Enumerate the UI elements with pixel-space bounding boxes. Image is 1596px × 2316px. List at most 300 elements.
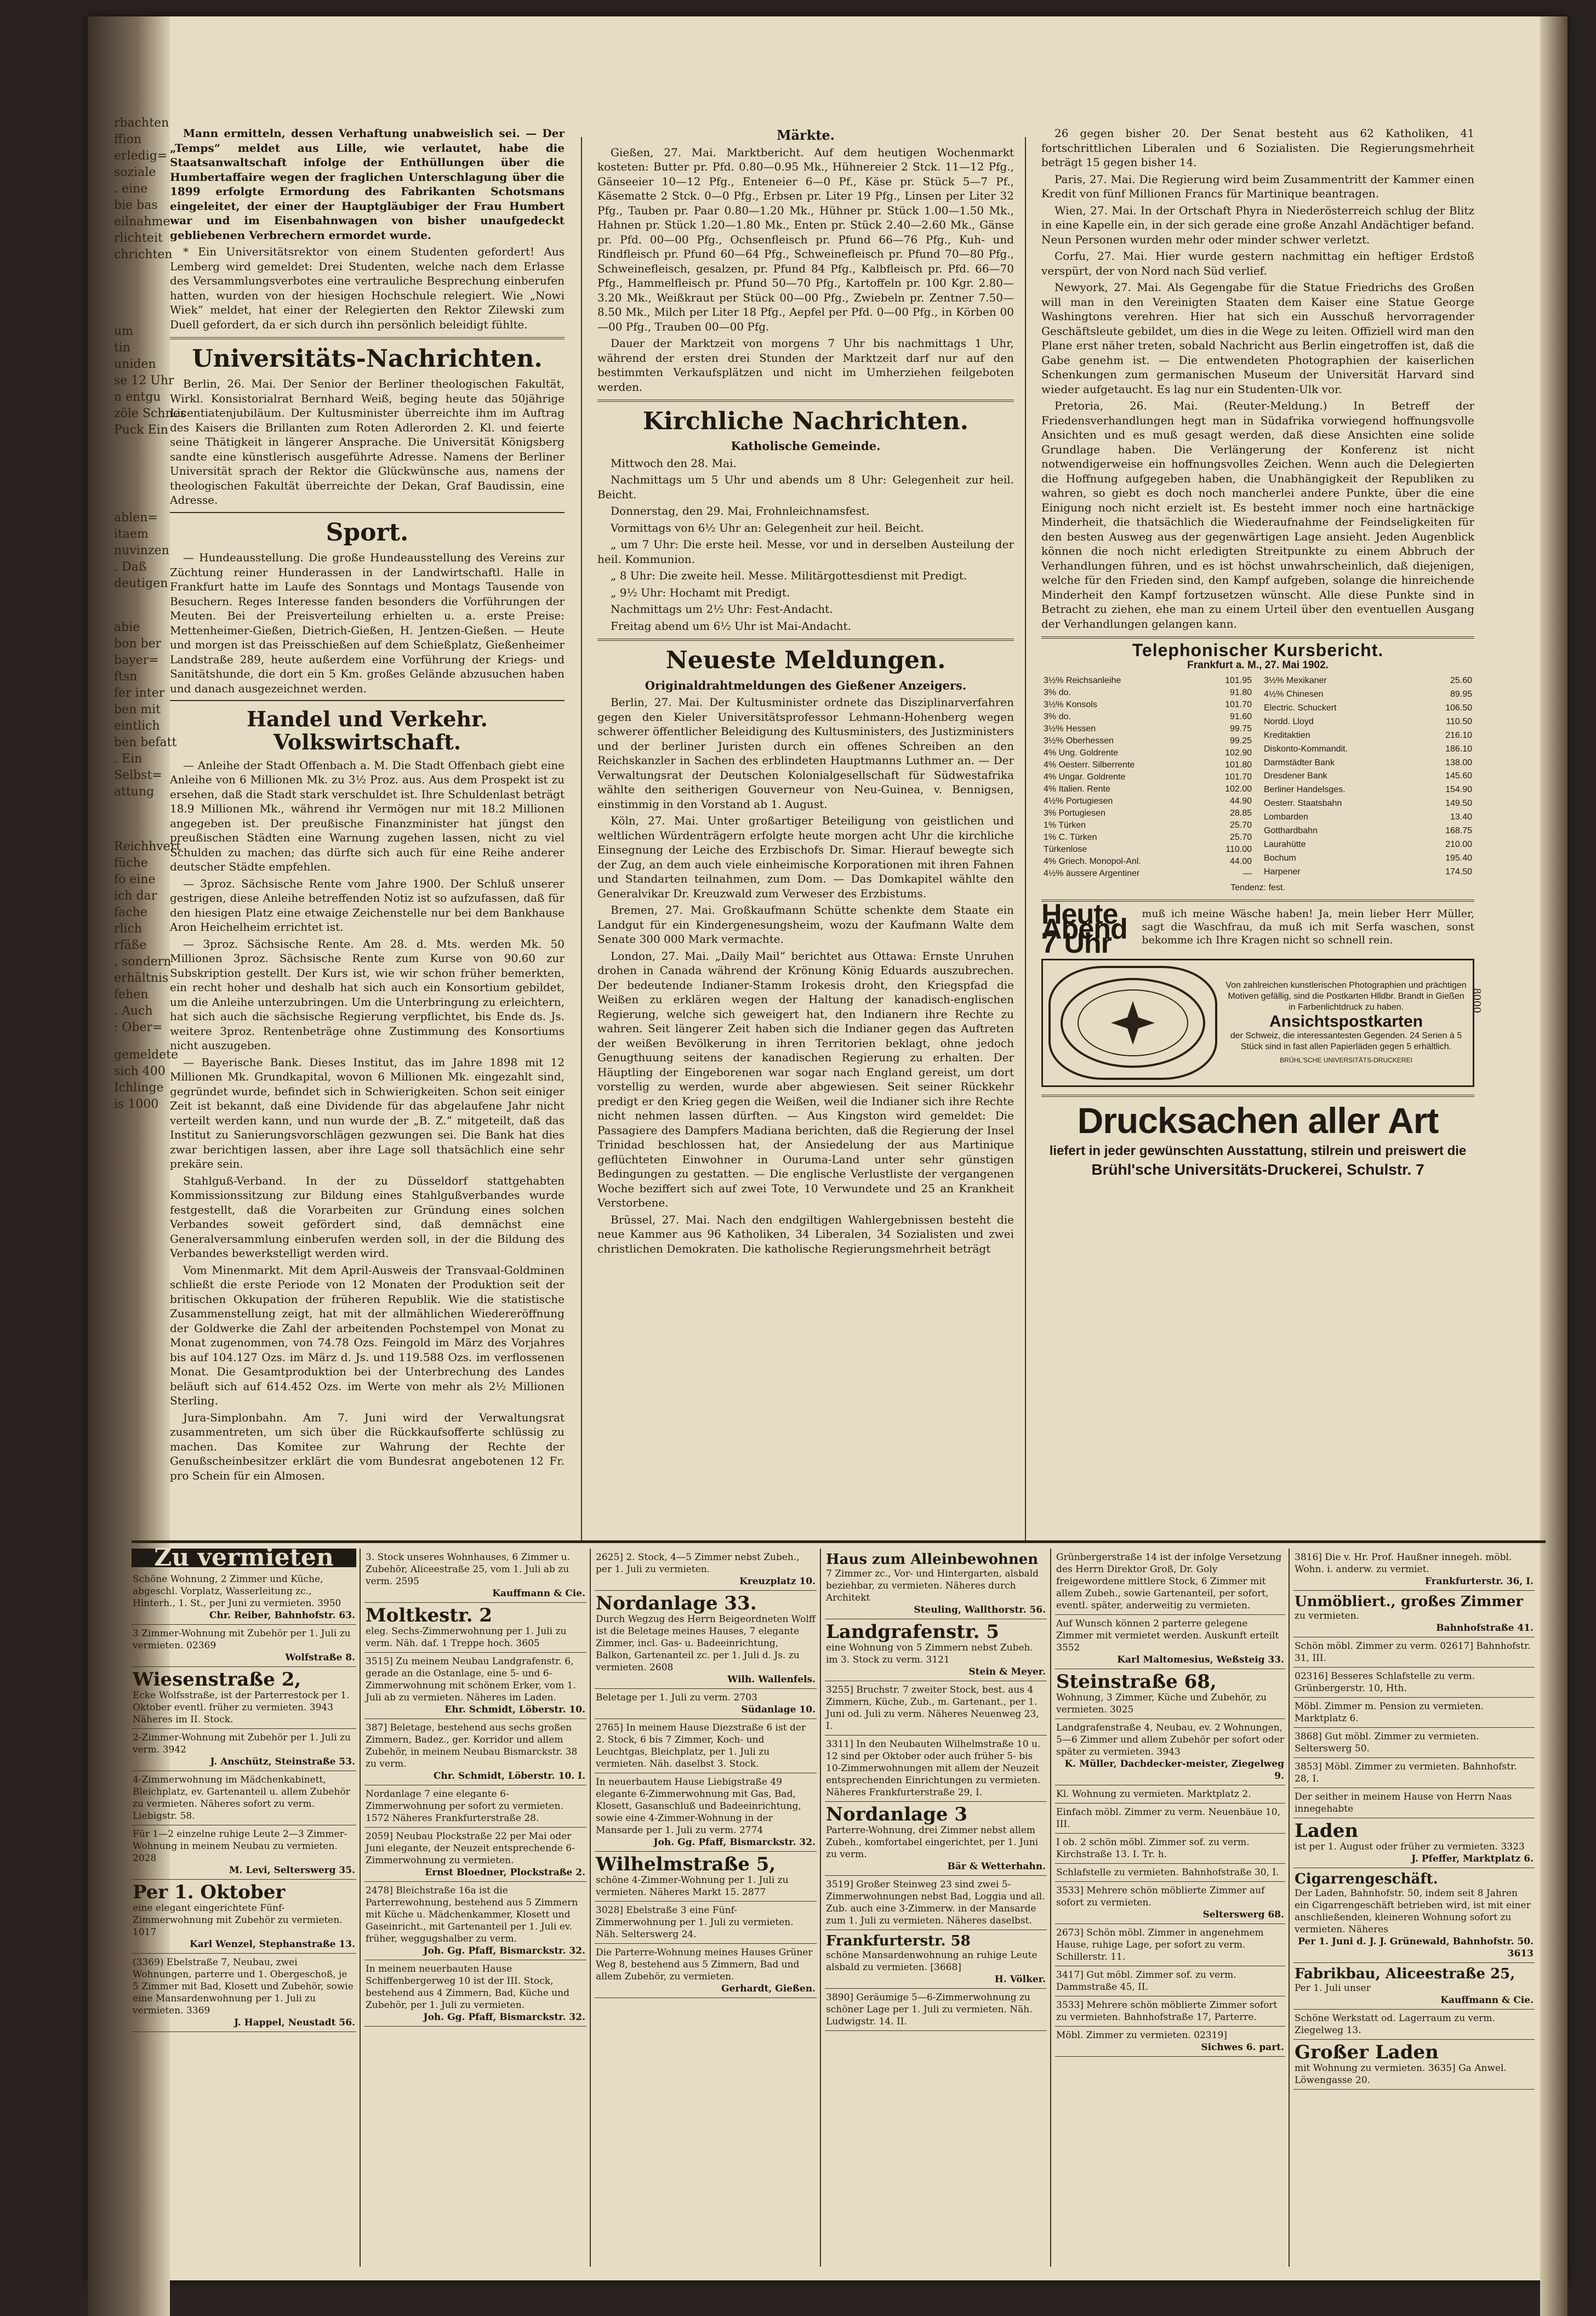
classified-ad bbox=[1293, 1728, 1535, 1758]
stock-row bbox=[1262, 798, 1474, 811]
stock-row bbox=[1262, 811, 1474, 825]
ad-signature: Joh. Gg. Pfaff, Bismarckstr. 32. bbox=[653, 1837, 816, 1848]
stock-name: Darmstädter Bank bbox=[1264, 758, 1335, 767]
stock-name: 4% Griech. Monopol-Anl. bbox=[1044, 857, 1141, 866]
classified-ad bbox=[1293, 1637, 1535, 1668]
ad-text: 3255] Bruchstr. 7 zweiter Stock, best. aus 4 Zimmern, Küche, Zub., m. Gartenant., per 1. Juni od. Juli zu verm. Näheres Neuenweg 23, I. bbox=[826, 1685, 1039, 1732]
ad-headline: Haus zum Alleinbewohnen bbox=[826, 1551, 1039, 1568]
column-3 bbox=[1041, 126, 1483, 1178]
section-divider bbox=[170, 700, 565, 701]
ad-signature: Chr. Schmidt, Löberstr. 10. I. bbox=[433, 1771, 585, 1782]
column-rule bbox=[1289, 1549, 1290, 2267]
classified-ad bbox=[364, 1719, 586, 1785]
stock-row bbox=[1041, 747, 1254, 759]
stock-row bbox=[1262, 675, 1474, 688]
article-paragraph: Jura-Simplonbahn. Am 7. Juni wird der Verwaltungsrat zusammentreten, um sich über die Rückkaufsofferte schlüssig zu machen. Das Komitee zur Wahrung der Rechte der Genußscheinbesitzer erklärt die vom Bundesrat angebotenen 12 Fr. pro Schein für ein Almosen. bbox=[170, 1410, 565, 1482]
stock-row bbox=[1262, 743, 1474, 757]
ad-text: 2-Zimmer-Wohnung mit Zubehör per 1. Juli zu verm. 3942 bbox=[133, 1732, 351, 1755]
article-paragraph: Wien, 27. Mai. In der Ortschaft Phyra in Niederösterreich schlug der Blitz in eine Kapelle ein, in der sich gerade eine große Anzahl Andächtiger befand. Neun Personen wurden mehr oder minder schwer verletzt. bbox=[1041, 203, 1474, 246]
column-rule bbox=[820, 1549, 821, 2267]
article-paragraph: Mann ermitteln, dessen Verhaftung unabweislich sei. — Der „Temps“ meldet aus Lille, wie verlautet, habe die Staatsanwaltschaft infolge der Enthüllungen über die Humbertaffaire wegen der fraglichen Unterschlagung über die 1899 erfolgte Ermordung des Fabrikanten Schotsmans eingeleitet, der einer der Hauptgläubiger der Frau Humbert war und im Eisenbahnwagen von bisher unaufgedeckt gebliebenen Verbrechern ermordet wurde. bbox=[170, 127, 565, 242]
advert-headline: Heute Abend 7 Uhr bbox=[1041, 898, 1127, 959]
stock-row bbox=[1262, 702, 1474, 716]
ad-headline: Fabrikbau, Aliceestraße 25, bbox=[1295, 1966, 1515, 1982]
stock-price: 195.40 bbox=[1445, 853, 1472, 863]
edge-fragment: Reichhvert füche fo eine ich dar fache rlich rfäße , sondern erhältnis fehen . Auch : Ober= bbox=[114, 840, 181, 1034]
ad-text: Parterre-Wohnung, drei Zimmer nebst allem Zubeh., komfortabel eingerichtet, per 1. Juni zu verm. bbox=[826, 1825, 1039, 1860]
classified-ad bbox=[1055, 1864, 1285, 1882]
classified-ad bbox=[1293, 2040, 1535, 2090]
classified-ad bbox=[364, 1828, 586, 1882]
classified-column bbox=[364, 1549, 586, 2027]
ad-headline: Großer Laden bbox=[1295, 2041, 1439, 2063]
stock-name: Berliner Handelsges. bbox=[1264, 785, 1346, 795]
stock-row bbox=[1262, 839, 1474, 852]
section-divider bbox=[1041, 1095, 1474, 1097]
column-rule bbox=[1050, 1549, 1051, 2267]
ad-text: Landgrafenstraße 4, Neubau, ev. 2 Wohnungen, 5—6 Zimmer und allem Zubehör per sofort oder später zu vermieten. 3943 bbox=[1056, 1722, 1284, 1757]
ad-text: Die Parterre-Wohnung meines Hauses Grüner Weg 8, bestehend aus 5 Zimmern, Bad und allem Zubehör, zu vermieten. bbox=[596, 1947, 813, 1982]
ad-text: eine Wohnung von 5 Zimmern nebst Zubeh. im 3. Stock zu verm. 3121 bbox=[826, 1642, 1033, 1665]
stock-price: 44.90 bbox=[1229, 796, 1252, 806]
service-line: Freitag abend um 6½ Uhr ist Mai-Andacht. bbox=[611, 619, 851, 633]
stock-table-right bbox=[1262, 675, 1474, 880]
stock-row bbox=[1262, 730, 1474, 743]
ad-signature: Karl Maltomesius, Weßsteig 33. bbox=[1117, 1654, 1284, 1665]
classified-ad bbox=[364, 1549, 586, 1603]
stock-name: 3½% Reichsanleihe bbox=[1044, 676, 1121, 685]
postcard-intro: Von zahlreichen kunstlerischen Photographien und prächtigen Motiven gefällig, sind die Postkarten Hlldbr. Brandt in Gießen in Farbenlichtdruck zu haben. bbox=[1226, 980, 1467, 1012]
stock-tendency: Tendenz: fest. bbox=[1230, 883, 1285, 892]
ad-signature: K. Müller, Dachdecker-meister, Ziegelweg 9. bbox=[1064, 1759, 1284, 1782]
service-line: Donnerstag, den 29. Mai, Frohnleichnamsfest. bbox=[611, 504, 870, 518]
stock-name: 3% do. bbox=[1044, 688, 1071, 697]
ad-text: 7 Zimmer zc., Vor- und Hintergarten, alsbald beziehbar, zu vermieten. Näheres durch Architekt bbox=[826, 1568, 1039, 1603]
section-heading-sport: Sport. bbox=[326, 518, 409, 547]
ad-signature: Selterswerg 68. bbox=[1202, 1909, 1284, 1920]
ad-text: 3533] Mehrere schön möblierte Zimmer sofort zu vermieten. Bahnhofstraße 17, Parterre. bbox=[1056, 2000, 1278, 2023]
stock-name: Kreditaktien bbox=[1264, 730, 1310, 740]
section-subheading: Originaldrahtmeldungen des Gießener Anzeigers. bbox=[645, 678, 967, 692]
ad-text: Schöne Wohnung, 2 Zimmer und Küche, abgeschl. Vorplatz, Wasserleitung zc., Hinterh., 1. St., per Juni zu vermieten. 3950 bbox=[133, 1574, 341, 1609]
stock-name: Lombarden bbox=[1264, 812, 1308, 822]
classified-ad bbox=[825, 1735, 1047, 1802]
classified-ad bbox=[595, 1773, 817, 1852]
service-line: „ 8 Uhr: Die zweite heil. Messe. Militärgottesdienst mit Predigt. bbox=[611, 569, 967, 583]
ad-signature: J. Pfeffer, Marktplatz 6. bbox=[1411, 1853, 1534, 1864]
classified-ad bbox=[364, 1960, 586, 2027]
article-paragraph: Köln, 27. Mai. Unter großartiger Beteiligung von geistlichen und weltlichen Würdenträgern erfolgte heute morgen acht Uhr die kirchliche Einsegnung der Leiche des Erzbischofs Dr. Simar. Hierauf bewegte sich der Zug, an dem auch viele einheimische Korporationen mit ihren Fahnen und Standarten teilnahmen, zum Dom. — Das Domkapitel wählte den Generalvikar Dr. Kreuzwald zum Verweser des Erzbistums. bbox=[597, 814, 1014, 900]
ad-signature: Joh. Gg. Pfaff, Bismarckstr. 32. bbox=[423, 2012, 585, 2023]
stock-price: 89.95 bbox=[1450, 689, 1472, 699]
stock-row bbox=[1041, 699, 1254, 711]
classified-ad bbox=[1055, 1615, 1285, 1669]
article-paragraph: — Bayerische Bank. Dieses Institut, das im Jahre 1898 mit 12 Millionen Mk. Grundkapital, wovon 6 Millionen Mk. eingezahlt sind, gegründet wurde, befindet sich in Schwierigkeiten. Schon seit einiger Zeit ist bekannt, daß eine Dividende für das abgelaufene Jahr nicht verteilt werden kann, und nun wurde der „B. Z.“ mitgeteilt, daß das Institut zu Sanierungsvorschlägen gezwungen sei. Die Bank hat dies zwar berichtigen lassen, aber ihre Lage soll thatsächlich eine sehr prekäre sein. bbox=[170, 1055, 565, 1171]
classified-ad bbox=[1293, 1591, 1535, 1637]
stock-price: 25.60 bbox=[1450, 676, 1472, 685]
stock-price: — bbox=[1243, 869, 1252, 878]
classified-ad bbox=[825, 1681, 1047, 1735]
classified-ad bbox=[1055, 1803, 1285, 1834]
printing-headline: Drucksachen aller Art bbox=[1077, 1100, 1439, 1141]
ad-text: 3533] Mehrere schön möblierte Zimmer auf sofort zu vermieten. bbox=[1056, 1885, 1265, 1908]
stock-name: 1% Türken bbox=[1044, 821, 1086, 830]
section-divider bbox=[597, 639, 1014, 641]
ad-signature: Karl Wenzel, Stephanstraße 13. bbox=[190, 1939, 355, 1950]
ad-text: Einfach möbl. Zimmer zu verm. Neuenbäue 10, III. bbox=[1056, 1807, 1281, 1830]
classified-ad bbox=[1293, 1868, 1535, 1963]
side-number: 8000 bbox=[1471, 987, 1483, 1013]
ad-text: Durch Wegzug des Herrn Beigeordneten Wolff ist die Beletage meines Hauses, 7 elegante Zimmer, incl. Gas- u. Badeeinrichtung, Balkon, Gartenanteil zc. per 1. Juli d. Js. zu vermieten. 2608 bbox=[596, 1614, 816, 1673]
ad-signature: Ehr. Schmidt, Löberstr. 10. bbox=[444, 1704, 585, 1715]
ad-text: 3868] Gut möbl. Zimmer zu vermieten. Selterswerg 50. bbox=[1295, 1731, 1479, 1754]
classified-ad bbox=[595, 1689, 817, 1719]
stock-row bbox=[1262, 866, 1474, 880]
ad-text: 2765] In meinem Hause Diezstraße 6 ist der 2. Stock, 6 bis 7 Zimmer, Koch- und Leuchtgas, Bleichplatz, per 1. Juli zu vermieten. Näh. daselbst 3. Stock. bbox=[596, 1722, 806, 1769]
stock-row bbox=[1262, 716, 1474, 730]
article-paragraph: — 3proz. Sächsische Rente. Am 28. d. Mts. werden Mk. 50 Millionen 3proz. Sächsische Rente zum Kurse von 90.60 zur Subskription gestellt. Der Kurs ist, wie wir schon früher bemerkten, ein recht hoher und deshalb hat sich auch ein Konsortium gebildet, um die Anleihe unterzubringen. Um die Unterbringung zu erleichtern, hat sich auch die sächsische Regierung verpflichtet, bis Ende ds. Js. weitere 3proz. Rentenbeträge ohne Zustimmung des Konsortiums nicht auszugeben. bbox=[170, 937, 565, 1052]
stock-row bbox=[1262, 852, 1474, 866]
ad-text: Möbl. Zimmer m. Pension zu vermieten. Marktplatz 6. bbox=[1295, 1701, 1484, 1724]
ad-text: Nordanlage 7 eine elegante 6-Zimmerwohnung per sofort zu vermieten. 1572 Näheres Frankfurterstraße 28. bbox=[366, 1789, 563, 1824]
ad-text: Ecke Wolfsstraße, ist der Parterrestock per 1. Oktober eventl. früher zu vermieten. 3943 Näheres im II. Stock. bbox=[133, 1690, 350, 1725]
ad-text: In neuerbautem Hause Liebigstraße 49 elegante 6-Zimmerwohnung mit Gas, Bad, Klosett, Gasanschluß und Badeeinrichtung, sowie eine 4-Zimmer-Wohnung in der Mansarde per 1. Juli zu verm. 2774 bbox=[596, 1777, 801, 1836]
classified-column bbox=[132, 1544, 356, 2032]
ad-headline: Wilhelmstraße 5, bbox=[596, 1853, 776, 1875]
section-heading-handel: Handel und Verkehr. Volkswirtschaft. bbox=[247, 707, 488, 755]
ad-text: zu vermieten. bbox=[1295, 1611, 1359, 1621]
article-paragraph: Pretoria, 26. Mai. (Reuter-Meldung.) In Betreff der Friedensverhandlungen hegt man in Südafrika vorwiegend hoffnungsvolle Ansichten und es muß gesagt werden, daß diese Ansichten eine solide Grundlage haben. Die Verlängerung der Konferenz ist nicht notwendigerweise ein hoffnungsvolles Zeichen. Wenn auch die Delegierten die Hoffnung aufgegeben haben, die Unabhängigkeit der Republiken zu wahren, so giebt es doch noch mancherlei andere Punkte, über die eine Einigung noch nicht erzielt ist. Es besteht immer noch eine hartnäckige Minderheit, die thatsächlich die Wiederaufnahme der Feindseligkeiten für den besten Ausweg aus der gegenwärtigen Lage ansieht. Jeden Augenblick können die noch nicht erledigten Streitpunkte zu einem Abbruch der Verhandlungen führen, und es ist höchst unwahrscheinlich, daß diejenigen, welche für den Frieden sind, den Kampf aufgeben, solange die hinreichende Minderheit den Kampf fortzusetzen wünscht. Alle diese Punkte sind in Betracht zu ziehen, ehe man zu einem Urteil über den eventuellen Ausgang der Verhandlungen gelangen kann. bbox=[1041, 399, 1474, 630]
ad-text: schöne Mansardenwohnung an ruhige Leute alsbald zu vermieten. [3668] bbox=[826, 1950, 1038, 1973]
stock-row bbox=[1041, 856, 1254, 868]
ad-signature: Kauffmann & Cie. bbox=[1440, 1995, 1534, 2006]
classified-ad bbox=[1055, 1785, 1285, 1803]
ad-headline: Frankfurterstr. 58 bbox=[826, 1933, 971, 1949]
stock-price: 154.90 bbox=[1445, 785, 1472, 795]
section-divider bbox=[170, 512, 565, 513]
ad-text: Schön möbl. Zimmer zu verm. 02617] Bahnhofstr. 31, III. bbox=[1295, 1641, 1531, 1664]
ad-signature: Wolfstraße 8. bbox=[285, 1652, 355, 1663]
stock-name: 3½% Mexikaner bbox=[1264, 676, 1327, 685]
stock-row bbox=[1041, 687, 1254, 699]
stock-row bbox=[1262, 757, 1474, 771]
classified-ad bbox=[1293, 1698, 1535, 1728]
stock-price: 25.70 bbox=[1229, 833, 1252, 842]
ad-signature: Ernst Bloedner, Plockstraße 2. bbox=[425, 1867, 585, 1878]
edge-fragment: um tin uniden se 12 Uhr n entgu zöle Schnes Puck Ein bbox=[114, 325, 186, 437]
ad-headline: Cigarrengeschäft. bbox=[1295, 1871, 1438, 1887]
stock-price: 216.10 bbox=[1445, 730, 1472, 740]
classified-ads bbox=[132, 1540, 1546, 2272]
article-paragraph: Newyork, 27. Mai. Als Gegengabe für die Statue Friedrichs des Großen will man in den Vereinigten Staaten dem Kaiser eine Statue George Washingtons verehren. Hier hat sich ein Ausschuß hervorragender Geschäftsleute gebildet, um dies in die Wege zu leiten. Offiziell wird man den Plane erst näher treten, sobald Nachricht aus Berlin eingetroffen ist, daß die Gabe genehm ist. — Die entwendeten Photographien der kaiserlichen Schenkungen zum germanischen Museum der Universität Harvard sind wieder aufgetaucht. Es lag nur ein Studenten-Ulk vor. bbox=[1041, 281, 1474, 396]
stock-name: Türkenlose bbox=[1044, 845, 1087, 854]
stock-row bbox=[1262, 688, 1474, 702]
ad-text: 2478] Bleichstraße 16a ist die Parterrewohnung, bestehend aus 5 Zimmern mit Küche u. Mädchenkammer, Klosett und Gaseinricht., mit Gartenanteil per 1. Juli ev. früher, weggugshalber zu verm. bbox=[366, 1885, 578, 1944]
article-paragraph: Berlin, 27. Mai. Der Kultusminister ordnete das Disziplinarverfahren gegen den Kieler Universitätsprofessor Lehmann-Hohenberg wegen schwerer öffentlicher Beleidigung des Kultusministers, des Justizministers und der berliner Juristen durch ein offenes Schreiben an den Reichskanzler in Sachen des erblindeten Hauptmanns Luthmer an. — Der Verwaltungsrat der Deutschen Kolonialgesellschaft für Südwestafrika wählte den seitherigen Gouverneur von Neu-Guinea, v. Bennigsen, einstimmig in den Vorstand ab 1. August. bbox=[597, 696, 1014, 811]
ad-text: 3890] Geräumige 5—6-Zimmerwohnung zu schöner Lage per 1. Juli zu vermieten. Näh. Ludwigstr. 14. II. bbox=[826, 1992, 1033, 2027]
ad-text: 3. Stock unseres Wohnhauses, 6 Zimmer u. Zubehör, Aliceestraße 25, vom 1. Juli ab zu verm. 2595 bbox=[366, 1552, 571, 1587]
stock-row bbox=[1041, 868, 1254, 880]
ad-signature: Südanlage 10. bbox=[741, 1704, 816, 1715]
stock-price: 101.80 bbox=[1225, 760, 1252, 770]
ad-text: 3816] Die v. Hr. Prof. Haußner innegeh. möbl. Wohn. i. anderw. zu vermiet. bbox=[1295, 1552, 1512, 1575]
stock-name: 3% Portugiesen bbox=[1044, 809, 1105, 818]
stock-price: 99.75 bbox=[1229, 724, 1252, 733]
stock-row bbox=[1041, 711, 1254, 723]
service-line: Nachmittags um 5 Uhr und abends um 8 Uhr: Gelegenheit zur heil. Beicht. bbox=[597, 473, 1014, 501]
stock-row bbox=[1262, 784, 1474, 798]
stock-name: Gotthardbahn bbox=[1264, 826, 1318, 836]
ad-text: Schöne Werkstatt od. Lagerraum zu verm. Ziegelweg 13. bbox=[1295, 2013, 1495, 2036]
ad-text: 2059] Neubau Plockstraße 22 per Mai oder Juni elegante, der Neuzeit entsprechende 6-Zimmerwohnung zu vermieten. bbox=[366, 1831, 575, 1866]
ad-headline: Steinstraße 68, bbox=[1056, 1671, 1217, 1693]
article-paragraph: Gießen, 27. Mai. Marktbericht. Auf dem heutigen Wochenmarkt kosteten: Butter pr. Pfd. 0.80—0.95 Mk., Hühnereier 2 Stck. 11—12 Pfg., Gänseeier 10—12 Pfg., Enteneier 6—0 Pf., Käse pr. Stück 5—7 Pf., Käsematte 2 Stck. 0—0 Pfg., Erbsen pr. Liter 19 Pfg., Linsen per Liter 32 Pfg., Tauben pr. Paar 0.80—1.20 Mk., Hühner pr. Stück 1.00—1.50 Mk., Hahnen pr. Stück 1.20—1.80 Mk., Enten pr. Stück 2.40—2.60 Mk., Gänse pr. Pfd. 00—00 Pfg., Ochsenfleisch pr. Pfund 66—76 Pfg., Kuh- und Rindfleisch pr. Pfund 60—64 Pfg., Schweinefleisch pr. Pfund 70—80 Pfg., Schweinefleisch, gesalzen, pr. Pfund 84 Pfg., Kalbfleisch pr. Pfd. 66—70 Pfg., Hammelfleisch pr. Pfund 50—70 Pfg., Kartoffeln pr. 100 Kgr. 2.80—3.20 Mk., Weißkraut per Stück 00—00 Pfg., Zwiebeln pr. Zentner 7.50—8.50 Mk., Milch per Liter 18 Pfg., Aepfel per Pfd. 0—00 Pfg., in Körben 00—00 Pfg., Trauben 00—00 Pfg. bbox=[597, 145, 1014, 333]
classified-ad bbox=[1055, 1719, 1285, 1785]
stock-name: Electric. Schuckert bbox=[1264, 703, 1337, 713]
section-divider bbox=[1041, 636, 1474, 639]
classified-column bbox=[1055, 1549, 1285, 2057]
stock-name: 4½% äussere Argentiner bbox=[1044, 869, 1140, 878]
ad-text: 3 Zimmer-Wohnung mit Zubehör per 1. Juli zu vermieten. 02369 bbox=[133, 1628, 351, 1651]
classified-ad bbox=[132, 1880, 356, 1954]
printing-text: liefert in jeder gewünschten Ausstattung, stilrein und preiswert die bbox=[1049, 1143, 1467, 1158]
service-line: Vormittags von 6½ Uhr an: Gelegenheit zur heil. Beicht. bbox=[611, 521, 924, 534]
section-heading-maerkte: Märkte. bbox=[776, 127, 835, 143]
postcard-title: Ansichtspostkarten bbox=[1269, 1012, 1423, 1031]
ad-text: Per 1. Juli unser bbox=[1295, 1983, 1371, 1994]
stock-name: 4% Oesterr. Silberrente bbox=[1044, 760, 1135, 770]
classified-ad bbox=[825, 1930, 1047, 1989]
ad-signature: Kauffmann & Cie. bbox=[492, 1588, 585, 1599]
stock-name: Harpener bbox=[1264, 867, 1301, 877]
ad-text: mit Wohnung zu vermieten. 3635] Ga Anwel. Löwengasse 20. bbox=[1295, 2063, 1507, 2086]
seal-lettering: BRÜHL'SCHE UNIVERSITÄTS-DRUCKEREI bbox=[1280, 1056, 1412, 1064]
classified-ad bbox=[132, 1667, 356, 1729]
stock-row bbox=[1041, 735, 1254, 747]
ad-text: I ob. 2 schön möbl. Zimmer sof. zu verm. Kirchstraße 13. I. Tr. h. bbox=[1056, 1837, 1250, 1860]
stock-price: 91.60 bbox=[1229, 712, 1252, 721]
classified-ad bbox=[595, 1719, 817, 1773]
section-subheading: Katholische Gemeinde. bbox=[731, 439, 881, 453]
ad-text: (3369) Ebelstraße 7, Neubau, zwei Wohnungen, parterre und 1. Obergeschoß, je 5 Zimmer mit Bad, Klosett und Zubehör, sowie eine Mansardenwohnung per 1. Juli zu vermieten. 3369 bbox=[133, 1957, 354, 2016]
advert-printing bbox=[1041, 1102, 1474, 1177]
classified-ad bbox=[1293, 1668, 1535, 1698]
ad-text: 02316] Besseres Schlafstelle zu verm. Grünbergerstr. 10, Hth. bbox=[1295, 1671, 1475, 1694]
article-paragraph: Dauer der Marktzeit von morgens 7 Uhr bis nachmittags 1 Uhr, während der ersten drei Stunden der Marktzeit darf nur auf den bestimmten Verkaufsplätzen und nicht im Umherziehen feilgeboten werden. bbox=[597, 337, 1014, 394]
ad-text: 3028] Ebelstraße 3 eine Fünf-Zimmerwohnung per 1. Juli zu vermieten. Näh. Selterswerg 24. bbox=[596, 1905, 794, 1940]
stock-price: 186.10 bbox=[1445, 744, 1472, 754]
ad-text: Grünbergerstraße 14 ist der infolge Versetzung des Herrn Direktor Groß, Dr. Goly freigewordene mittlere Stock, 6 Zimmer mit allem Zubeh., sowie Gartenanteil, per sofort, eventl. später, anderweitig zu vermieten. bbox=[1056, 1552, 1282, 1611]
stock-row bbox=[1041, 783, 1254, 795]
ad-text: In meinem neuerbauten Hause Schiffenbergerweg 10 ist der III. Stock, bestehend aus 4 Zimmern, Bad, Küche und Zubehör, per 1. Juli zu vermieten. bbox=[366, 1964, 569, 2011]
classified-ad bbox=[364, 1653, 586, 1719]
classified-ad bbox=[1055, 2027, 1285, 2057]
stock-row bbox=[1041, 675, 1254, 687]
stock-price: 149.50 bbox=[1445, 799, 1472, 809]
zu-vermieten-banner: Zu vermieten bbox=[132, 1549, 356, 1567]
classified-ad bbox=[595, 1902, 817, 1944]
classified-ad bbox=[595, 1549, 817, 1591]
ad-signature: Wilh. Wallenfels. bbox=[727, 1674, 816, 1685]
ad-text: Für 1—2 einzelne ruhige Leute 2—3 Zimmer-Wohnung in meinem Neubau zu vermieten. 2028 bbox=[133, 1829, 347, 1864]
classified-ad bbox=[132, 1954, 356, 2032]
article-paragraph: * Ein Universitätsrektor von einem Studenten gefordert! Aus Lemberg wird gemeldet: Drei Studenten, welche nach dem Erlasse des Versammlungsverbotes eine vertrauliche Besprechung einberufen hatten, wurden von der hiesigen Hochschule relegiert. Wie „Nowi Wiek“ meldet, hat einer der Relegierten den Rektor Zilewski zum Duell gefordert, da er sich durch ihn persönlich beleidigt fühlte. bbox=[170, 245, 565, 331]
ad-headline: Moltkestr. 2 bbox=[366, 1604, 493, 1626]
stock-name: Laurahütte bbox=[1264, 840, 1306, 850]
section-heading-universitaet: Universitäts-Nachrichten. bbox=[192, 345, 543, 373]
ad-signature: Kreuzplatz 10. bbox=[739, 1576, 816, 1587]
stock-row bbox=[1262, 825, 1474, 839]
stock-price: 168.75 bbox=[1445, 826, 1472, 836]
ad-signature: J. Anschütz, Steinstraße 53. bbox=[210, 1756, 355, 1767]
column-rule bbox=[581, 137, 582, 1540]
ad-signature: H. Völker. bbox=[994, 1974, 1046, 1985]
stock-price: 99.25 bbox=[1229, 736, 1252, 746]
stock-report-title: Telephonischer Kursbericht. bbox=[1132, 640, 1384, 660]
stock-price: 13.40 bbox=[1450, 812, 1472, 822]
ad-signature: Stein & Meyer. bbox=[968, 1666, 1046, 1677]
stock-price: 25.70 bbox=[1229, 821, 1252, 830]
column-rule bbox=[360, 1549, 361, 2267]
ad-text: eleg. Sechs-Zimmerwohnung per 1. Juli zu verm. Näh. daf. 1 Treppe hoch. 3605 bbox=[366, 1626, 567, 1649]
classified-ad bbox=[1055, 1924, 1285, 1966]
ad-text: Möbl. Zimmer zu vermieten. 02319] bbox=[1056, 2030, 1227, 2041]
stock-table-left bbox=[1041, 675, 1254, 880]
ad-text: Schlafstelle zu vermieten. Bahnhofstraße 30, I. bbox=[1056, 1867, 1279, 1878]
ad-headline: Laden bbox=[1295, 1820, 1359, 1842]
ad-headline: Nordanlage 3 bbox=[826, 1803, 968, 1825]
stock-price: 91.80 bbox=[1229, 688, 1252, 697]
ad-signature: J. Happel, Neustadt 56. bbox=[234, 2017, 355, 2028]
classified-ad bbox=[595, 1591, 817, 1689]
stock-price: 101.95 bbox=[1225, 676, 1252, 685]
column-1 bbox=[170, 126, 565, 1485]
stock-name: 4½% Chinesen bbox=[1264, 689, 1324, 699]
ad-text: Der seither in meinem Hause von Herrn Naas innegehabte bbox=[1295, 1791, 1512, 1814]
classified-ad bbox=[1055, 1966, 1285, 1996]
ad-text: 3417] Gut möbl. Zimmer sof. zu verm. Dammstraße 45, II. bbox=[1056, 1970, 1236, 1993]
ad-text: 2673] Schön möbl. Zimmer in angenehmem Hause, ruhige Lage, per sofort zu verm. Schillerstr. 11. bbox=[1056, 1927, 1264, 1962]
classified-ad bbox=[1055, 1834, 1285, 1864]
section-heading-neueste: Neueste Meldungen. bbox=[665, 646, 946, 675]
article-paragraph: London, 27. Mai. „Daily Mail“ berichtet aus Ottawa: Ernste Unruhen drohen in Canada während der Krönung König Eduards auszubrechen. Der bedeutende Indianer-Stamm Irokesis droht, den Kriegspfad die Weißen zu erklären wegen der Haltung der kanadisch-englischen Regierung, welche sich geweigert hat, den Indianern ihre Rechte zu wahren. Seit längerer Zeit haben sich die Indianer gegen das Auftreten der weißen Bevölkerung in ihren Territorien beklagt, ohne jedoch Genugthuung seitens der kanadischen Regierung zu erhalten. Der Häuptling der Eingeborenen war sogar nach England gereist, um dort vorstellig zu werden, wurde aber abgewiesen. Seit seiner Rückkehr predigt er den Krieg gegen die Weißen, weil die Indianer sich ihre Rechte nicht nehmen lassen dürften. — Aus Kingston wird gemeldet: Die Passagiere des Dampfers Madiana berichten, daß die Regierung der Insel Trinidad beschlossen hat, der Ansiedelung der aus Martinique geflüchteten Einwohner in Ouruma-Land unter sehr günstigen Bedingungen zu gestatten. — Die englische Verlustliste der vergangenen Woche beziffert sich auf zwei Tote, 10 Verwundete und 25 an Krankheit Verstorbene. bbox=[597, 949, 1014, 1210]
ad-text: Beletage per 1. Juli zu verm. 2703 bbox=[596, 1692, 757, 1703]
classified-ad bbox=[132, 1729, 356, 1771]
ad-text: 2625] 2. Stock, 4—5 Zimmer nebst Zubeh., per 1. Juli zu vermieten. bbox=[596, 1552, 800, 1575]
ad-text: 3311] In den Neubauten Wilhelmstraße 10 u. 12 sind per Oktober oder auch früher 5- bis 10-Zimmerwohnungen mit allem der Neuzeit entsprechenden Einrichtungen zu vermieten. Näheres Frankfurterstraße 29, I. bbox=[826, 1739, 1041, 1798]
section-divider bbox=[170, 337, 565, 339]
ad-text: 387] Beletage, bestehend aus sechs großen Zimmern, Badez., ger. Korridor und allem Zubehör, in meinem Neubau Bismarckstr. 38 zu verm. bbox=[366, 1722, 578, 1769]
ad-signature: Frankfurterstr. 36, I. bbox=[1424, 1576, 1534, 1587]
classified-ad bbox=[1293, 1963, 1535, 2010]
ad-signature: Per 1. Juni d. J. J. Grünewald, Bahnhofstr. 50. 3613 bbox=[1298, 1936, 1534, 1959]
ad-signature: Steuling, Wallthorstr. 56. bbox=[914, 1604, 1046, 1615]
classified-ad bbox=[364, 1785, 586, 1828]
stock-name: Bochum bbox=[1264, 853, 1296, 863]
stock-name: 4% Ung. Goldrente bbox=[1044, 748, 1119, 758]
article-paragraph: — 3proz. Sächsische Rente vom Jahre 1900. Der Schluß unserer gestrigen, diese Anleihe betreffenden Notiz ist so aufzufassen, daß für den hiesigen Platz eine etwaige Zeichenstelle nur bei dem Bankhause Aron Heichelheim errichtet ist. bbox=[170, 877, 565, 934]
column-rule bbox=[590, 1549, 591, 2267]
service-line: Mittwoch den 28. Mai. bbox=[611, 456, 737, 470]
stock-price: 44.00 bbox=[1229, 857, 1252, 866]
stock-name: Oesterr. Staatsbahn bbox=[1264, 799, 1342, 809]
stock-row bbox=[1041, 771, 1254, 783]
ad-text: eine elegant eingerichtete Fünf-Zimmerwohnung mit Zubehör zu vermieten. 1017 bbox=[133, 1903, 343, 1938]
printing-firm: Brühl'sche Universitäts-Druckerei, Schulstr. 7 bbox=[1091, 1160, 1424, 1178]
article-paragraph: Paris, 27. Mai. Die Regierung wird beim Zusammentritt der Kammer einen Kredit von fünf Millionen Francs für Martinique beantragen. bbox=[1041, 172, 1474, 200]
stock-name: 3½% Oberhessen bbox=[1044, 736, 1114, 746]
stock-name: Nordd. Lloyd bbox=[1264, 716, 1314, 726]
postcard-details: der Schweiz, die interessantesten Gegenden. 24 Serien à 5 Stück sind in fast allen Papierläden gegen 5 erhältlich. bbox=[1230, 1031, 1462, 1051]
article-paragraph: Berlin, 26. Mai. Der Senior der Berliner theologischen Fakultät, Wirkl. Konsistorialrat Bernhard Weiß, beging heute das 50jährige Licentiatenjubiläum. Der Kultusminister überreichte ihm im Auftrag des Kaisers die Brillanten zum Roten Adlerorden 2. Kl. und feierte seine Thätigkeit in längerer Ansprache. Die Universität Königsberg sandte eine künstlerisch ausgeführte Adresse. Namens der Berliner Universität sprach der Rektor die Glückwünsche aus, namens der theologischen Fakultät überreichte der Dekan, Graf Baudissin, eine Adresse. bbox=[170, 377, 565, 507]
classified-ad bbox=[1293, 1758, 1535, 1788]
classified-column bbox=[825, 1549, 1047, 2031]
classified-ad bbox=[1293, 2010, 1535, 2040]
stock-price: 101.70 bbox=[1225, 772, 1252, 782]
article-paragraph: — Anleihe der Stadt Offenbach a. M. Die Stadt Offenbach giebt eine Anleihe von 6 Millionen Mk. zu 3½ Proz. aus. Aus dem Prospekt ist zu ersehen, daß die Stadt stark verschuldet ist. Ihre Schuldenlast beträgt 18.9 Millionen Mk., während ihr Vermögen nur mit 18.2 Millionen angegeben ist. Der preußische Finanzminister hat jüngst den preußischen Städten eine Warnung zugehen lassen, nicht zu viel Schulden zu machen; das dürfte sich auch für eine Reihe anderer deutscher Städte empfehlen. bbox=[170, 758, 565, 874]
section-divider bbox=[597, 400, 1014, 402]
service-line: Nachmittags um 2½ Uhr: Fest-Andacht. bbox=[611, 602, 833, 616]
ad-headline: Unmöbliert., großes Zimmer bbox=[1295, 1594, 1524, 1610]
classified-ad bbox=[1293, 1549, 1535, 1591]
service-line: „ um 7 Uhr: Die erste heil. Messe, vor und in derselben Austeilung der heil. Kommunion. bbox=[597, 538, 1014, 566]
stock-price: 28.85 bbox=[1229, 809, 1252, 818]
ad-headline: Landgrafenstr. 5 bbox=[826, 1621, 1000, 1643]
edge-fragment: gemeldete sich 400 Ichlinge is 1000 bbox=[114, 1048, 178, 1111]
advert-postcards bbox=[1041, 959, 1483, 1087]
stock-price: 110.00 bbox=[1226, 845, 1252, 854]
advert-text: muß ich meine Wäsche haben! Ja, mein lieber Herr Müller, sagt die Waschfrau, da muß ich mit Serfa waschen, sonst bekomme ich Ihre Kragen nicht so schnell rein. bbox=[1142, 908, 1474, 946]
classified-ad bbox=[364, 1603, 586, 1653]
classified-ad bbox=[1293, 1788, 1535, 1818]
stock-name: 3½% Hessen bbox=[1044, 724, 1096, 733]
stock-price: 110.50 bbox=[1446, 716, 1472, 726]
ad-signature: Chr. Reiber, Bahnhofstr. 63. bbox=[209, 1610, 355, 1621]
ad-text: ist per 1. August oder früher zu vermieten. 3323 bbox=[1295, 1841, 1525, 1852]
service-line: „ 9½ Uhr: Hochamt mit Predigt. bbox=[611, 585, 790, 599]
classified-ad bbox=[595, 1944, 817, 1998]
stock-price: 174.50 bbox=[1445, 867, 1472, 877]
classified-ad bbox=[1055, 1996, 1285, 2027]
ad-signature: Bahnhofstraße 41. bbox=[1436, 1623, 1534, 1634]
stock-name: Dresdener Bank bbox=[1264, 771, 1327, 781]
ad-signature: Gerhardt, Gießen. bbox=[721, 1983, 816, 1994]
article-paragraph: Vom Minenmarkt. Mit dem April-Ausweis der Transvaal-Goldminen schließt die erste Periode von 12 Monaten der Produktion seit der britischen Okkupation der früheren Republik. Wie die statistische Zusammenstellung zeigt, hat mit der allmählichen Wiedereröffnung der Goldwerke die Zahl der arbeitenden Pochstempel von Monat zu Monat zugenommen, von 74.78 Ozs. Feingold im März des Vorjahres bis auf 104.127 Ozs. im März d. Js. und 119.588 Ozs. im verflossenen Monat. Die Gesamtproduktion bei der Unterbrechung des Landes beläuft sich auf 614.452 Ozs. im Werte von mehr als 2½ Millionen Sterling. bbox=[170, 1263, 565, 1408]
stock-row bbox=[1041, 795, 1254, 807]
newspaper-page bbox=[88, 16, 1568, 2280]
classified-ad bbox=[825, 1989, 1047, 2031]
classified-ad bbox=[132, 1625, 356, 1667]
stock-report-date: Frankfurt a. M., 27. Mai 1902. bbox=[1187, 659, 1329, 671]
stock-row bbox=[1041, 807, 1254, 820]
classified-ad bbox=[364, 1882, 586, 1960]
stock-name: 1% C. Türken bbox=[1044, 833, 1097, 842]
classified-ad bbox=[132, 1570, 356, 1625]
edge-fragment: abie bon ber bayer= ftsn fer inter ben mit eintlich ben befatt . Ein Selbst= attung bbox=[114, 621, 177, 799]
article-paragraph: — Hundeausstellung. Die große Hundeausstellung des Vereins zur Züchtung reiner Hunderassen in der Landwirtschaftl. Halle in Frankfurt hatte im Laufe des Sonntags und Montags Tausende von Besuchern. Reges Interesse fanden besonders die Vorführungen der Meuten. Bei der Preisverteilung erhielten u. a. erste Preise: Mettenheimer-Gießen, Dietrich-Gießen, H. Jentzen-Gießen. — Heute und morgen ist das Preisschießen auf dem Schießplatz, Gießenheimer Landstraße 289, heute außerdem eine Vorführung der Kriegs- und Sanitätshunde, die dort ein 5 Km. großes Gelände abzusuchen haben und danach ausgezeichnet werden. bbox=[170, 551, 565, 695]
stock-price: 138.00 bbox=[1445, 758, 1472, 767]
article-paragraph: Brüssel, 27. Mai. Nach den endgiltigen Wahlergebnissen besteht die neue Kammer aus 96 Katholiken, 34 Liberalen, 34 Sozialisten und zwei christlichen Demokraten. Die katholische Regierungsmehrheit beträgt bbox=[597, 1213, 1014, 1255]
ad-text: Auf Wunsch können 2 parterre gelegene Zimmer mit vermietet werden. Auskunft erteilt 3552 bbox=[1056, 1618, 1279, 1653]
ad-text: Kl. Wohnung zu vermieten. Marktplatz 2. bbox=[1056, 1789, 1251, 1800]
ad-signature: M. Levi, Selterswerg 35. bbox=[229, 1865, 355, 1876]
stock-row bbox=[1041, 759, 1254, 771]
classified-column bbox=[595, 1549, 817, 1998]
ad-text: Der Laden, Bahnhofstr. 50, indem seit 8 Jahren ein Cigarrengeschäft betrieben wird, ist mit einer anschließenden, kleineren Wohnung sofort zu vermieten. Näheres bbox=[1295, 1888, 1531, 1935]
edge-fragment: rbachten ffion erledig= soziale . eine bie bas eilnahme rlichteit chrichten bbox=[114, 116, 173, 261]
stock-row bbox=[1041, 820, 1254, 832]
classified-ad bbox=[825, 1619, 1047, 1681]
